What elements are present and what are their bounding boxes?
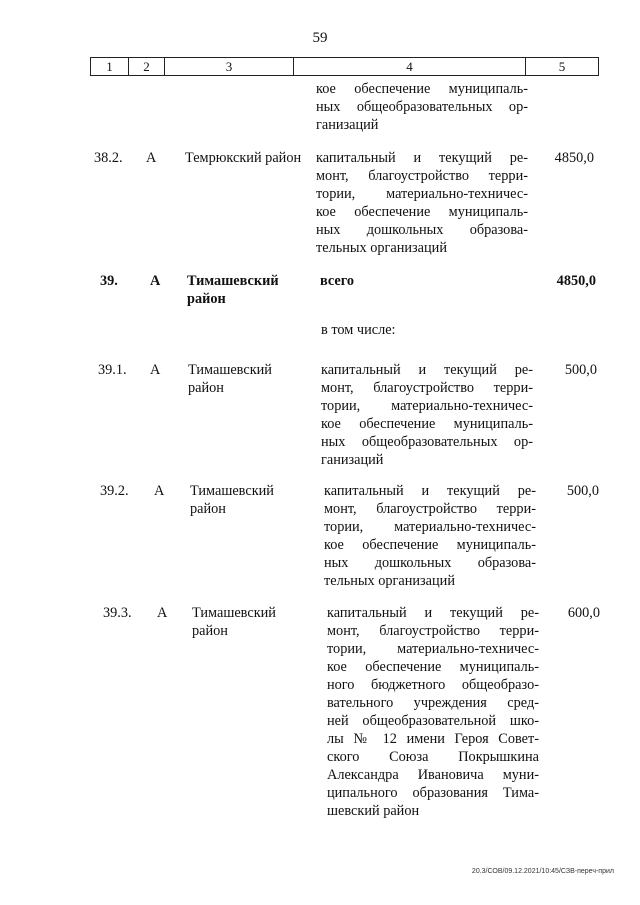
description-line: тории, материально-техничес- [324,519,536,535]
district-line: район [187,291,226,307]
row-number: 39.1. [98,362,127,378]
description-line: тельных организаций [324,573,455,589]
description-line: капитальный и текущий ре- [327,605,539,621]
description-line: монт, благоустройство терри- [327,623,539,639]
description-line: кое обеспечение муниципаль- [321,416,533,432]
description-line: ных дошкольных образова- [316,222,528,238]
row-description [316,149,528,257]
description-line: тории, материально-техничес- [321,398,533,414]
row-description [321,361,533,469]
description-line: ней общеобразовательной шко- [327,713,539,729]
page-number: 59 [312,30,328,46]
row-district [192,604,317,640]
description-line: шевский район [327,803,420,819]
row-description [324,482,536,590]
description-line: ганизаций [316,117,379,133]
description-line: Александра Ивановича муни- [327,767,539,783]
description-line: ных общеобразовательных ор- [321,434,533,450]
district-line: Тимашевский [192,605,276,621]
continuation-description [316,80,528,134]
description-line: кое обеспечение муниципаль- [324,537,536,553]
district-line: Тимашевский [188,362,272,378]
description-line: тельных организаций [316,240,447,256]
row-description [327,604,539,820]
description-line: кое обеспечение муниципаль- [327,659,539,675]
description-line: ного бюджетного общеобразо- [327,677,539,693]
description-line: ных дошкольных образова- [324,555,536,571]
description-line: капитальный и текущий ре- [324,483,536,499]
description-line: кое обеспечение муниципаль- [316,81,528,97]
row-district [188,361,313,397]
row-number: 39. [100,273,118,289]
column-header-5: 5 [526,58,599,76]
description-line: монт, благоустройство терри- [321,380,533,396]
column-header-4: 4 [294,58,526,76]
description-line: капитальный и текущий ре- [321,362,533,378]
column-header-table [90,57,599,76]
description-line: ганизаций [321,452,384,468]
description-line: капитальный и текущий ре- [316,150,528,166]
description-line: тории, материально-техничес- [327,641,539,657]
row-category: А [146,150,157,166]
row-category: А [150,273,161,289]
district-line: Тимашевский [187,273,279,289]
description-line: монт, благоустройство терри- [316,168,528,184]
district-line: Тимашевский [190,483,274,499]
column-header-row [91,58,599,76]
row-district [190,482,315,518]
district-line: район [190,501,226,517]
column-header-1: 1 [91,58,129,76]
row-amount: 600,0 [567,605,600,621]
document-footer-code: 20.3/СОВ/09.12.2021/10:45/СЗВ-переч-прил [471,868,614,875]
column-header-3: 3 [165,58,294,76]
row-district [187,272,312,308]
row-number: 38.2. [94,150,123,166]
row-amount: 4850,0 [556,273,596,289]
description-line: тории, материально-техничес- [316,186,528,202]
row-description [320,272,532,290]
district-line: Темрюкский район [185,150,302,166]
row-amount: 500,0 [566,483,599,499]
row-category: А [154,483,165,499]
district-line: район [188,380,224,396]
row-amount: 500,0 [564,362,597,378]
row-district [185,149,313,167]
row-number: 39.3. [103,605,132,621]
description-line: кое обеспечение муниципаль- [316,204,528,220]
description-line: ных общеобразовательных ор- [316,99,528,115]
row-category: А [150,362,161,378]
description-line: ципального образования Тима- [327,785,539,801]
description-line: монт, благоустройство терри- [324,501,536,517]
description-line: всего [320,273,355,289]
including-note: в том числе: [321,322,396,338]
row-category: А [157,605,168,621]
description-line: лы № 12 имени Героя Совет- [327,731,539,747]
district-line: район [192,623,228,639]
description-line: ского Союза Покрышкина [327,749,539,765]
description-line: вательного учреждения сред- [327,695,539,711]
column-header-2: 2 [129,58,165,76]
row-number: 39.2. [100,483,129,499]
row-amount: 4850,0 [554,150,594,166]
